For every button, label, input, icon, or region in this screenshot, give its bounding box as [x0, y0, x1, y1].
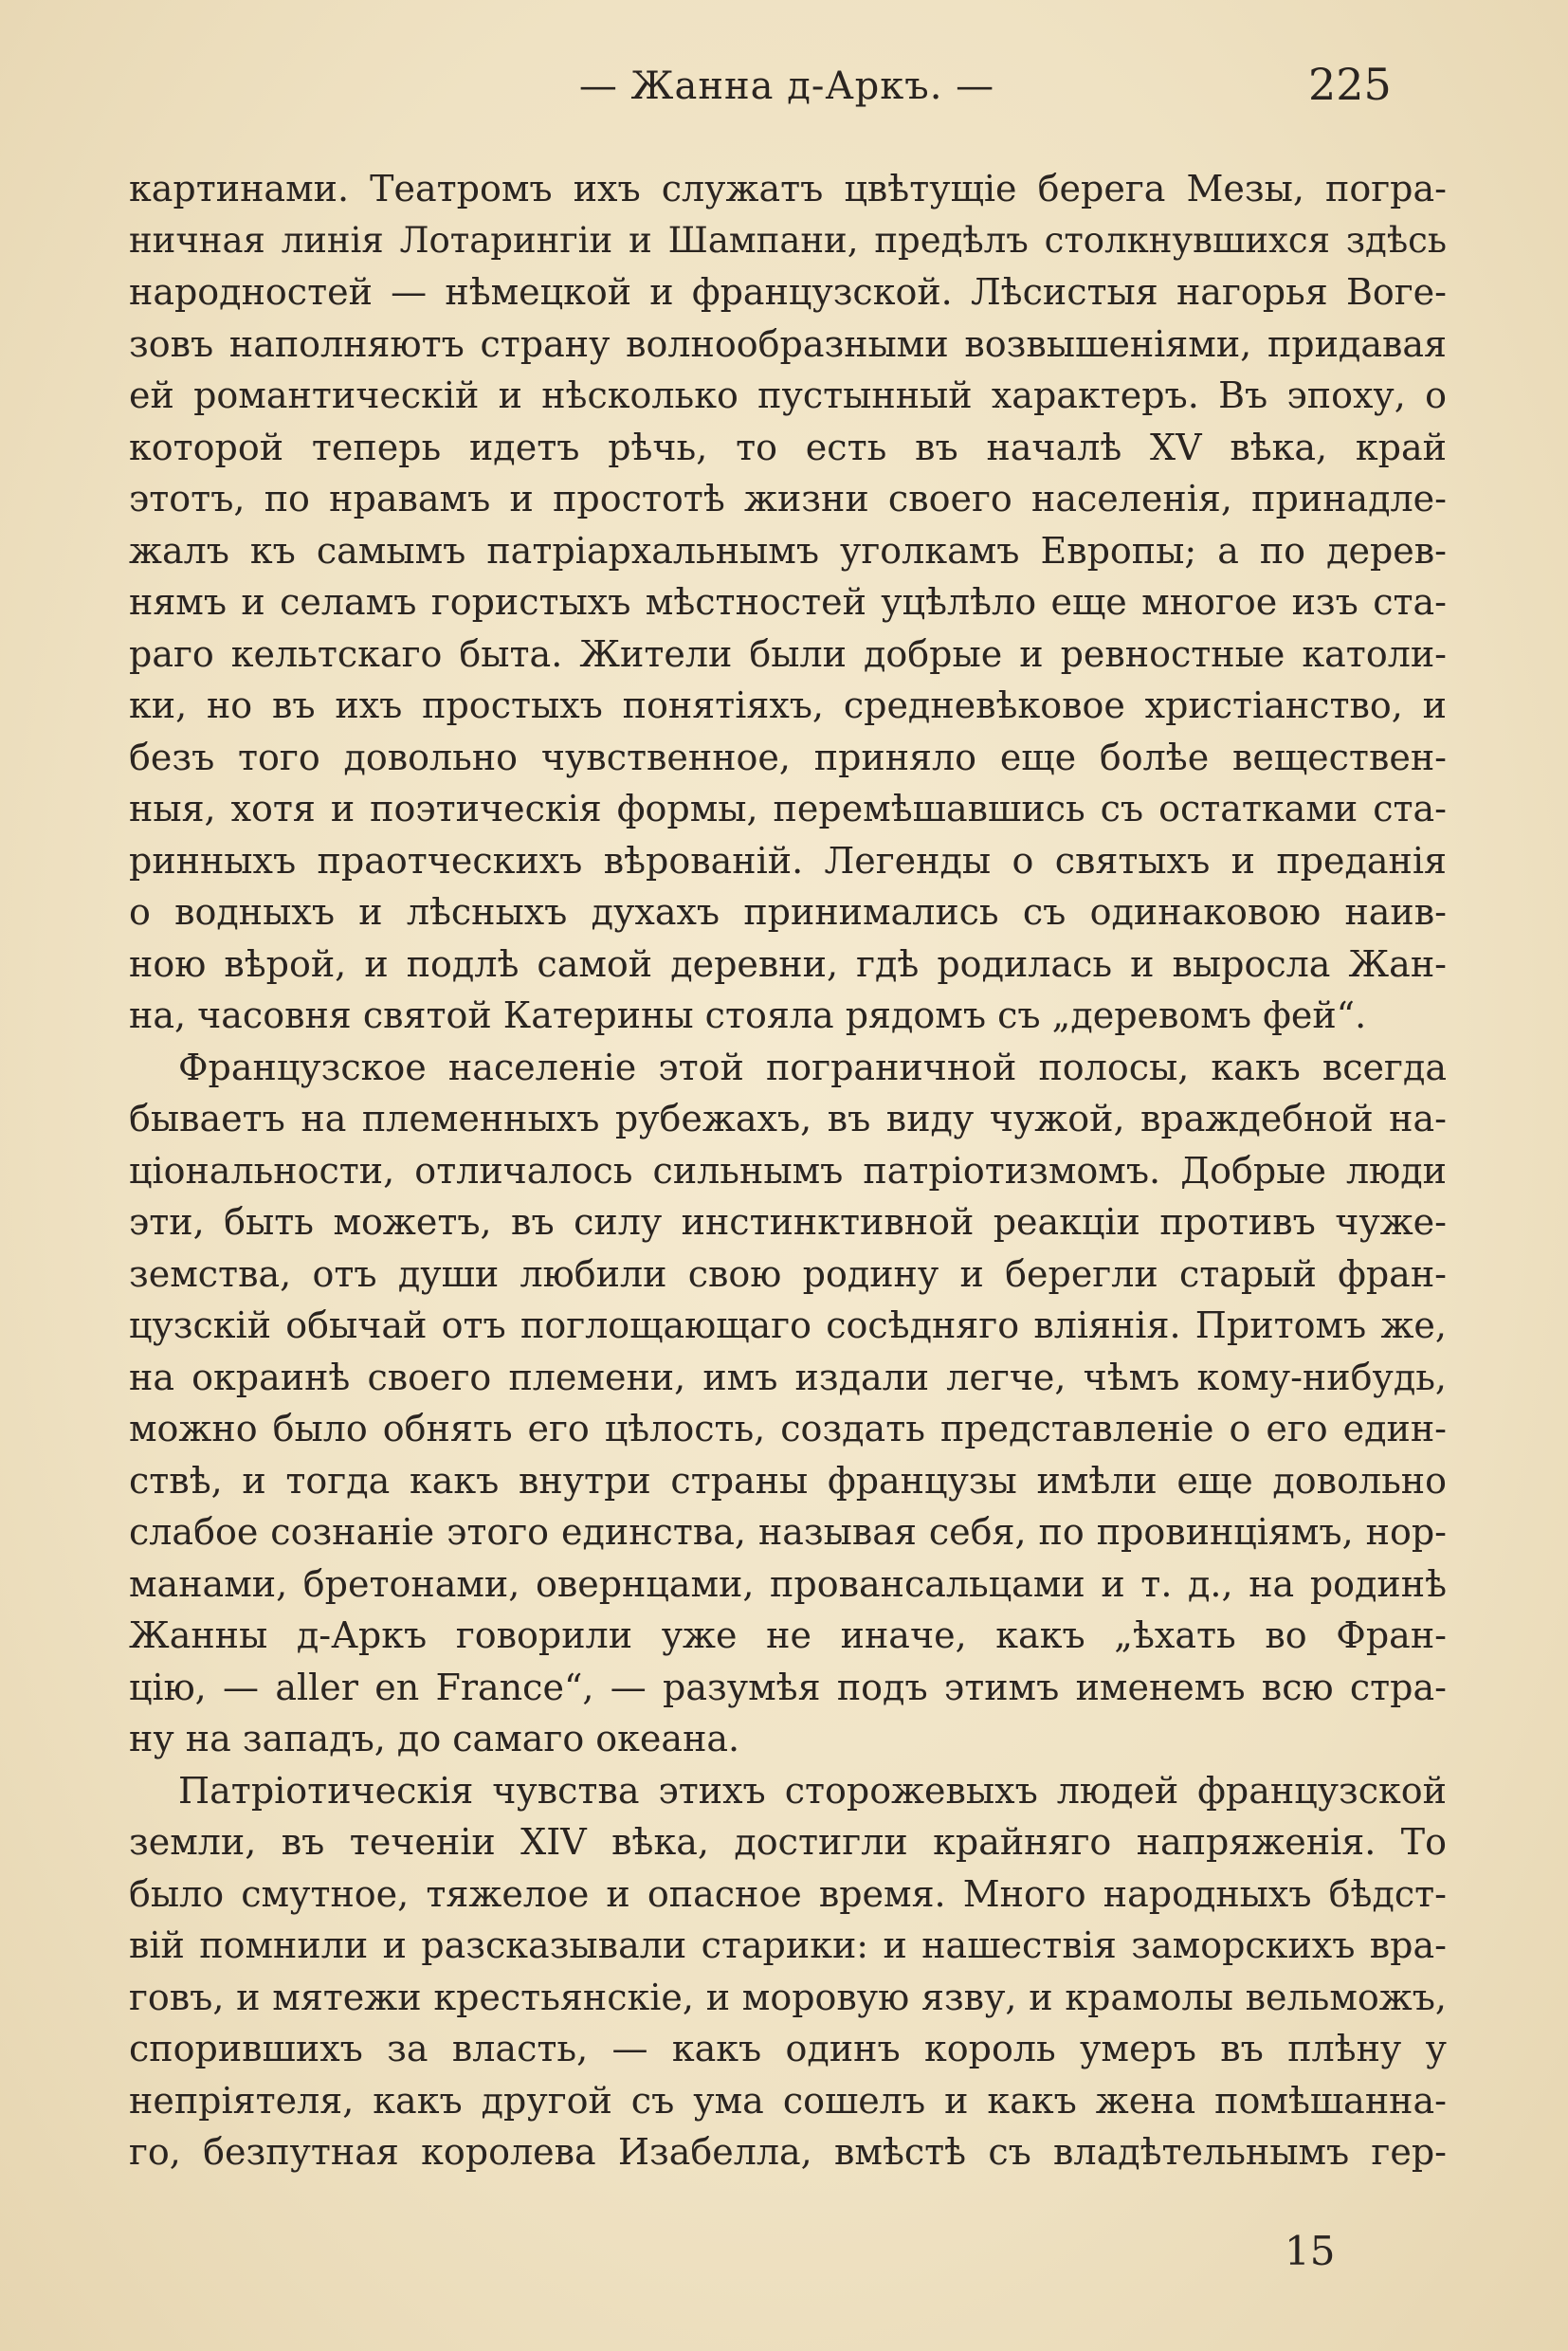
text-line: на, часовня святой Катерины стояла рядомъ съ „деревомъ фей“.: [129, 994, 1367, 1036]
text-line: непріятеля, какъ другой съ ума сошелъ и какъ жена помѣшанна-: [129, 2079, 1447, 2122]
running-head: [0, 59, 1568, 116]
text-line: зовъ наполняютъ страну волнообразными возвышеніями, придавая: [129, 322, 1447, 365]
text-line: Патріотическія чувства этихъ сторожевыхъ людей французской: [178, 1769, 1447, 1812]
text-line: безъ того довольно чувственное, приняло еще болѣе веществен-: [129, 736, 1447, 778]
text-line: вій помнили и разсказывали старики: и нашествія заморскихъ вра-: [129, 1924, 1447, 1966]
text-line: ничная линія Лотарингіи и Шампани, предѣлъ столкнувшихся здѣсь: [129, 219, 1447, 261]
text-line: на окраинѣ своего племени, имъ издали легче, чѣмъ кому-нибудь,: [129, 1356, 1447, 1398]
text-line: ей романтическій и нѣсколько пустынный характеръ. Въ эпоху, о: [129, 374, 1447, 416]
text-line: эти, быть можетъ, въ силу инстинктивной реакціи противъ чуже-: [129, 1201, 1447, 1243]
text-line: слабое сознаніе этого единства, называя себя, по провинціямъ, нор-: [129, 1511, 1447, 1553]
text-line: манами, бретонами, овернцами, провансальцами и т. д., на родинѣ: [129, 1562, 1447, 1605]
text-line: нямъ и селамъ гористыхъ мѣстностей уцѣлѣло еще многое изъ ста-: [129, 581, 1447, 623]
text-line: ныя, хотя и поэтическія формы, перемѣшавшись съ остатками ста-: [129, 788, 1447, 829]
text-line: спорившихъ за власть, — какъ одинъ король умеръ въ плѣну у: [129, 2028, 1447, 2069]
text-line: этотъ, по нравамъ и простотѣ жизни своего населенія, принадле-: [129, 478, 1447, 519]
text-line: ціональности, отличалось сильнымъ патріотизмомъ. Добрые люди: [129, 1149, 1447, 1192]
text-line: было смутное, тяжелое и опасное время. Много народныхъ бѣдст-: [129, 1872, 1447, 1915]
signature-mark: 15: [1285, 2228, 1336, 2274]
text-line: бываетъ на племенныхъ рубежахъ, въ виду чужой, враждебной на-: [129, 1098, 1447, 1139]
running-title: — Жанна д-Аркъ. —: [578, 64, 995, 108]
text-line: жалъ къ самымъ патріархальнымъ уголкамъ Европы; а по дерев-: [129, 529, 1447, 572]
text-line: цузскій обычай отъ поглощающаго сосѣдняго вліянія. Притомъ же,: [129, 1304, 1447, 1346]
text-line: земства, отъ души любили свою родину и берегли старый фран-: [129, 1252, 1447, 1295]
body-text: [129, 163, 1447, 2178]
text-line: ною вѣрой, и подлѣ самой деревни, гдѣ родилась и выросла Жан-: [129, 942, 1447, 985]
text-line: которой теперь идетъ рѣчь, то есть въ началѣ XV вѣка, край: [129, 426, 1447, 468]
text-line: ринныхъ праотческихъ вѣрованій. Легенды о святыхъ и преданія: [129, 839, 1447, 882]
text-line: раго кельтскаго быта. Жители были добрые и ревностные католи-: [129, 632, 1447, 675]
text-line: ну на западъ, до самаго океана.: [129, 1718, 740, 1759]
text-line: Жанны д-Аркъ говорили уже не иначе, какъ „ѣхать во Фран-: [129, 1614, 1447, 1656]
text-line: можно было обнять его цѣлость, создать представленіе о его един-: [129, 1408, 1447, 1449]
text-line: ствѣ, и тогда какъ внутри страны французы имѣли еще довольно: [129, 1459, 1447, 1502]
text-line: го, безпутная королева Изабелла, вмѣстѣ съ владѣтельнымъ гер-: [129, 2131, 1447, 2173]
text-line: картинами. Театромъ ихъ служатъ цвѣтущіе берега Мезы, погра-: [129, 168, 1447, 210]
text-line: земли, въ теченіи XIV вѣка, достигли крайняго напряженія. То: [129, 1821, 1447, 1863]
text-line: говъ, и мятежи крестьянскіе, и моровую язву, и крамолы вельможъ,: [129, 1976, 1447, 2018]
page-number: 225: [1308, 59, 1392, 110]
text-line: цію, — aller en France“, — разумѣя подъ этимъ именемъ всю стра-: [129, 1666, 1447, 1708]
text-line: о водныхъ и лѣсныхъ духахъ принимались съ одинаковою наив-: [129, 891, 1447, 933]
text-line: ки, но въ ихъ простыхъ понятіяхъ, средневѣковое христіанство, и: [129, 684, 1447, 726]
text-line: Французское населеніе этой пограничной полосы, какъ всегда: [178, 1046, 1447, 1088]
text-line: народностей — нѣмецкой и французской. Лѣсистыя нагорья Воге-: [129, 271, 1447, 313]
